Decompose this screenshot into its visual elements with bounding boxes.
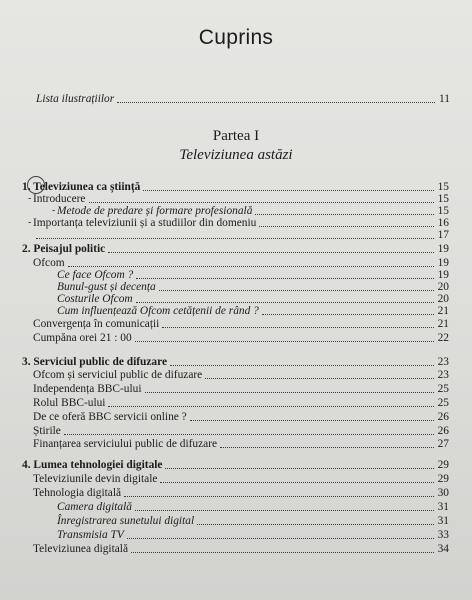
leader-dots [160, 473, 434, 483]
toc-page-number: 29 [437, 459, 449, 471]
toc-label: Bunul-gust și decența [57, 281, 156, 293]
margin-dash-mark: - [52, 205, 56, 216]
leader-dots [131, 543, 434, 553]
toc-page-number: 20 [437, 293, 449, 305]
toc-label: Introducere [33, 193, 86, 205]
toc-label: Transmisia TV [57, 529, 124, 541]
leader-dots [108, 243, 434, 253]
toc-page-number: 31 [437, 515, 449, 527]
toc-page-number: 22 [437, 332, 449, 344]
leader-dots [190, 411, 434, 421]
toc-label: 1. Televiziunea ca știință [22, 181, 141, 193]
leader-dots [143, 181, 434, 191]
toc-page-number: 31 [437, 501, 449, 513]
toc-page-number: 21 [437, 305, 449, 317]
toc-page-number: 26 [437, 425, 449, 437]
toc-page-number: 23 [437, 369, 449, 381]
toc-label: 4. Lumea tehnologiei digitale [22, 459, 163, 471]
leader-dots [162, 318, 434, 328]
toc-label: Știrile [33, 425, 61, 437]
toc-entry [33, 473, 449, 486]
toc-entry [22, 459, 449, 472]
toc-page-number: 16 [437, 217, 449, 229]
toc-label: Ce face Ofcom ? [57, 269, 134, 281]
toc-entry [57, 501, 449, 514]
toc-page-number: 30 [437, 487, 449, 499]
leader-dots [170, 356, 434, 366]
toc-entry [33, 369, 449, 382]
toc-entry [57, 529, 449, 542]
toc-page-number: 34 [437, 543, 449, 555]
toc-label: Camera digitală [57, 501, 132, 513]
leader-dots [89, 193, 435, 203]
toc-page-number: 19 [437, 243, 449, 255]
leader-dots [220, 438, 434, 448]
toc-label: Independența BBC-ului [33, 383, 142, 395]
toc-label: Finanțarea serviciului public de difuzare [33, 438, 218, 450]
toc-page-number: 17 [437, 229, 449, 241]
toc-page-number: 26 [437, 411, 449, 423]
toc-label: Cumpăna orei 21 : 00 [33, 332, 132, 344]
toc-label: Înregistrarea sunetului digital [57, 515, 195, 527]
toc-entry [57, 305, 449, 318]
toc-page-number: 19 [437, 257, 449, 269]
leader-dots [205, 369, 434, 379]
leader-dots [108, 397, 434, 407]
leader-dots [64, 425, 434, 435]
toc-label: Importanța televiziunii și a studiilor din domeniu [33, 217, 257, 229]
toc-label: Televiziunea digitală [33, 543, 129, 555]
toc-page-number: 33 [437, 529, 449, 541]
toc-entry [33, 411, 449, 424]
leader-dots [68, 257, 434, 267]
leader-dots [159, 281, 434, 291]
toc-label: Metode de predare și formare profesională [57, 205, 253, 217]
toc-label: Lista ilustrațiilor [36, 93, 115, 105]
toc-label: Ofcom [33, 257, 65, 269]
toc-label: Rolul BBC-ului [33, 397, 106, 409]
toc-page-number: 27 [437, 438, 449, 450]
toc-label: Tehnologia digitală [33, 487, 122, 499]
part-subheading: Televiziunea astăzi [179, 147, 293, 163]
toc-page-number: 19 [437, 269, 449, 281]
toc-entry [33, 397, 449, 410]
leader-dots [135, 501, 434, 511]
toc-label: Ofcom și serviciul public de difuzare [33, 369, 203, 381]
toc-label: 2. Peisajul politic [22, 243, 106, 255]
toc-entry [33, 383, 449, 396]
toc-page-number: 25 [437, 383, 449, 395]
leader-dots [255, 205, 434, 215]
leader-dots [136, 293, 434, 303]
toc-entry [33, 487, 449, 500]
leader-dots [117, 93, 435, 103]
page-title: Cuprins [198, 26, 274, 49]
toc-page-number: 23 [437, 356, 449, 368]
toc-entry [33, 425, 449, 438]
toc-label: Cum influențează Ofcom cetățenii de rând ? [57, 305, 259, 317]
toc-entry [33, 332, 449, 345]
toc-entry [33, 438, 449, 451]
toc-entry [22, 243, 449, 256]
leader-dots [136, 269, 434, 279]
leader-dots [127, 529, 434, 539]
toc-page-number: 29 [437, 473, 449, 485]
toc-entry [22, 356, 449, 369]
toc-page-number: 15 [437, 205, 449, 217]
toc-page-number: 15 [437, 181, 449, 193]
toc-label: Convergența în comunicații [33, 318, 160, 330]
leader-dots [262, 305, 434, 315]
toc-entry [33, 543, 449, 556]
leader-dots [36, 229, 434, 239]
leader-dots [124, 487, 434, 497]
toc-entry [33, 229, 449, 242]
leader-dots [145, 383, 434, 393]
part-heading: Partea I [212, 128, 260, 144]
toc-page-number: 15 [437, 193, 449, 205]
toc-entry-illustrations [36, 93, 450, 106]
leader-dots [197, 515, 434, 525]
toc-label: Televiziunile devin digitale [33, 473, 158, 485]
leader-dots [135, 332, 434, 342]
margin-dash-mark: - [28, 193, 32, 204]
toc-label: Costurile Ofcom [57, 293, 133, 305]
toc-label: 3. Serviciul public de difuzare [22, 356, 168, 368]
toc-page-number: 25 [437, 397, 449, 409]
toc-page-number: 11 [439, 93, 450, 105]
toc-entry [57, 515, 449, 528]
toc-page-number: 20 [437, 281, 449, 293]
margin-dash-mark: - [28, 217, 32, 228]
leader-dots [165, 459, 434, 469]
toc-page-number: 21 [437, 318, 449, 330]
toc-entry [33, 318, 449, 331]
toc-label: De ce oferă BBC servicii online ? [33, 411, 187, 423]
leader-dots [259, 217, 434, 227]
